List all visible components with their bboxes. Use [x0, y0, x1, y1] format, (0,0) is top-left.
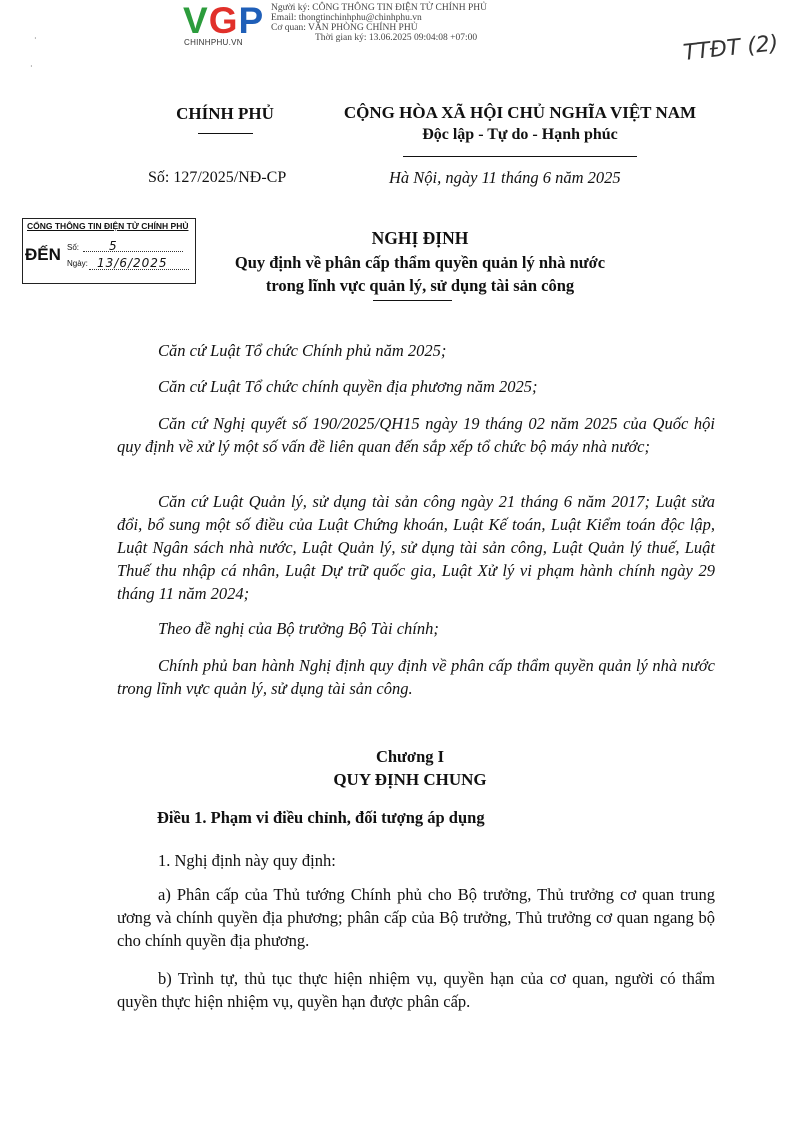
stamp-date-label: Ngày: — [67, 259, 88, 268]
stamp-dotted-line — [89, 269, 189, 270]
issuer-underline — [198, 133, 253, 134]
national-motto: Độc lập - Tự do - Hạnh phúc — [422, 126, 618, 143]
preamble-paragraph: Căn cứ Luật Tổ chức chính quyền địa phương năm 2025; — [158, 377, 538, 396]
preamble-paragraph: Căn cứ Nghị quyết số 190/2025/QH15 ngày 19 tháng 02 năm 2025 của Quốc hội quy định về xử lý một số vấn đề liên quan đến sắp xếp tổ chức bộ máy nhà nước; — [117, 414, 715, 456]
preamble-paragraph: Căn cứ Luật Quản lý, sử dụng tài sản công ngày 21 tháng 6 năm 2017; Luật sửa đổi, bổ sung một số điều của Luật Chứng khoán, Luật Kế toán, Luật Kiểm toán độc lập, Luật Ngân sách nhà nước, Luật Quản lý, sử dụng tài sản công, Luật Quản lý thuế, Luật Thuế thu nhập cá nhân, Luật Dự trữ quốc gia, Luật Xử lý vi phạm hành chính ngày 29 tháng 11 năm 2024; — [117, 492, 715, 603]
scan-speck: · — [34, 34, 37, 43]
sign-time: Thời gian ký: 13.06.2025 09:04:08 +07:00 — [315, 33, 478, 43]
document-number: Số: 127/2025/NĐ-CP — [148, 169, 287, 186]
stamp-date-value: 13/6/2025 — [97, 256, 168, 270]
preamble-paragraph: Chính phủ ban hành Nghị định quy định về phân cấp thẩm quyền quản lý nhà nước trong lĩnh vực quản lý, sử dụng tài sản công. — [117, 656, 715, 698]
nation-title: CỘNG HÒA XÃ HỘI CHỦ NGHĨA VIỆT NAM — [343, 103, 697, 122]
title-underline — [373, 300, 452, 301]
chapter-title: QUY ĐỊNH CHUNG — [333, 770, 487, 789]
signer: Người ký: CÔNG THÔNG TIN ĐIỆN TỬ CHÍNH PHỦ — [271, 3, 487, 13]
document-type: NGHỊ ĐỊNH — [371, 228, 469, 248]
stamp-den-label: ĐẾN — [25, 245, 61, 264]
stamp-dotted-line — [83, 251, 183, 252]
signer-email: Email: thongtinchinhphu@chinhphu.vn — [271, 13, 422, 23]
vgp-site: CHINHPHU.VN — [184, 38, 243, 47]
chapter-number: Chương I — [375, 747, 445, 766]
issuer-name: CHÍNH PHỦ — [176, 104, 274, 123]
point-a: a) Phân cấp của Thủ tướng Chính phủ cho Bộ trưởng, Thủ trưởng cơ quan trung ương và chính quyền địa phương; phân cấp của Bộ trưởng, Thủ trưởng cơ quan ngang bộ cho chính quyền địa phương. — [117, 885, 715, 950]
document-date: Hà Nội, ngày 11 tháng 6 năm 2025 — [389, 168, 621, 187]
handwritten-note: TTĐT (2) — [681, 31, 780, 66]
digital-signature-info — [271, 3, 487, 43]
received-stamp — [22, 218, 196, 284]
motto-underline — [403, 156, 637, 157]
point-b: b) Trình tự, thủ tục thực hiện nhiệm vụ, quyền hạn của cơ quan, người có thẩm quyền thực hiện nhiệm vụ, quyền hạn được phân cấp. — [117, 969, 715, 1011]
signer-agency: Cơ quan: VĂN PHÒNG CHÍNH PHỦ — [271, 23, 418, 33]
clause-1: 1. Nghị định này quy định: — [158, 851, 336, 870]
scan-speck: · — [30, 62, 33, 71]
stamp-heading: CỔNG THÔNG TIN ĐIỆN TỬ CHÍNH PHỦ — [27, 221, 189, 231]
stamp-number-label: Số: — [67, 243, 80, 252]
subject-line-1: Quy định về phân cấp thẩm quyền quản lý nhà nước — [234, 253, 606, 272]
stamp-number-value: 5 — [109, 239, 117, 253]
preamble-paragraph: Căn cứ Luật Tổ chức Chính phủ năm 2025; — [158, 341, 447, 360]
article-heading: Điều 1. Phạm vi điều chỉnh, đối tượng áp dụng — [157, 808, 485, 827]
document-subject — [195, 251, 645, 297]
preamble-paragraph: Theo đề nghị của Bộ trưởng Bộ Tài chính; — [158, 619, 439, 638]
vgp-logo: VGP — [183, 0, 265, 41]
subject-line-2: trong lĩnh vực quản lý, sử dụng tài sản công — [265, 276, 575, 295]
